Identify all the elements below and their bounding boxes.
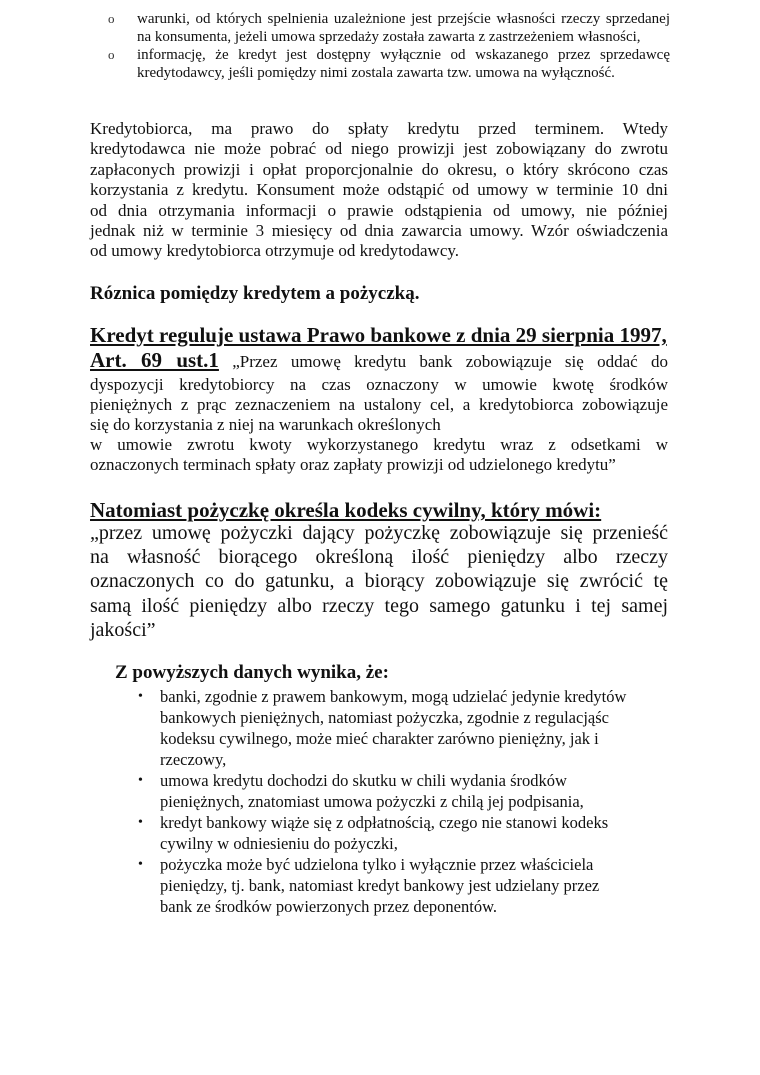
section-heading-civil-code: Natomiast pożyczkę określa kodeks cywilny, który mówi:	[90, 498, 602, 522]
sub-list-item	[108, 46, 670, 82]
text-line: kredyt bankowy wiąże się z odpłatnością, czego nie stanowi kodeks	[160, 813, 609, 832]
text-line: cywilny w odniesieniu do pożyczki,	[160, 834, 398, 853]
text-line: Kredytobiorca, ma prawo do spłaty kredytu przed terminem. Wtedy	[90, 119, 668, 138]
text-line: na konsumenta, jeżeli umowa sprzedaży została zawarta z zastrzeżeniem własności,	[137, 29, 641, 45]
list-item	[138, 686, 678, 770]
text-line: kodeksu cywilnego, może mieć charakter zarówno pieniężny, jak i	[160, 729, 599, 748]
text-line: od umowy kredytobiorca otrzymuje od kredytodawcy.	[90, 241, 460, 261]
text-line: warunki, od których spelnienia uzależnione jest przejście własności rzeczy sprzedanej	[137, 11, 670, 27]
text-line: jednak niż w terminie 3 miesięcy od dnia zawarcia umowy. Wzór oświadczenia	[90, 221, 668, 241]
text-line: w umowie zwrotu kwoty wykorzystanego kredytu wraz z odsetkami w	[90, 435, 668, 454]
list-item	[138, 770, 678, 812]
section-heading-conclusions: Z powyższych danych wynika, że:	[115, 662, 389, 683]
text-line: się do korzystania z niej na warunkach określonych	[90, 415, 441, 434]
bullet-dot-icon: •	[138, 857, 143, 872]
section-heading-difference: Róznica pomiędzy kredytem a pożyczką.	[90, 283, 420, 304]
civil-code-quote	[90, 521, 668, 642]
law-title: Kredyt reguluje ustawa Prawo bankowe z dnia 29 sierpnia 1997,	[90, 323, 667, 347]
text-line	[90, 348, 668, 375]
text-line: korzystania z kredytu. Konsument może odstąpić od umowy w terminie 10 dni	[90, 180, 668, 200]
text-line: banki, zgodnie z prawem bankowym, mogą udzielać jedynie kredytów	[160, 687, 627, 706]
text-line: pieniężnych z prąc zeznaczeniem na ustalony cel, a kredytobiorca zobowiązuje	[90, 395, 668, 414]
text-line: umowa kredytu dochodzi do skutku w chili wydania środków	[160, 771, 567, 790]
text-line: od dnia otrzymania informacji o prawie odstąpienia od umowy, nie później	[90, 200, 668, 220]
text-line: „przez umowę pożyczki dający pożyczkę zobowiązuje się przenieść	[90, 522, 668, 544]
text-line: pożyczka może być udzielona tylko i wyłącznie przez właściciela	[160, 855, 594, 874]
article-reference: Art. 69 ust.1	[90, 348, 219, 372]
conclusions-list	[138, 686, 678, 917]
list-item	[138, 854, 678, 917]
text-line: dyspozycji kredytobiorcy na czas oznaczony w umowie kwotę środków	[90, 375, 668, 394]
banking-law-block	[90, 322, 668, 475]
list-item	[138, 812, 678, 854]
text-line: kredytodawca nie może pobrać od niego prowizji jest zobowiązany do zwrotu	[90, 139, 668, 159]
bullet-dot-icon: •	[138, 689, 143, 704]
text-line: oznaczonych co do gatunku, a biorący zobowiązuje się zwrócić tę	[90, 570, 668, 593]
text-line: jakości”	[90, 618, 156, 641]
text-line: informację, że kredyt jest dostępny wyłącznie od wskazanego przez sprzedawcę	[137, 47, 670, 63]
text-line: rzeczowy,	[160, 750, 227, 769]
hollow-circle-bullet-icon: o	[108, 47, 115, 62]
text-line: bankowych pieniężnych, natomiast pożyczka, zgodnie z regulacjąśc	[160, 708, 609, 727]
text-line: bank ze środków powierzonych przez deponentów.	[160, 897, 498, 916]
text-line: zapłaconych prowizji i opłat proporcjonalnie do okresu, o który skrócono czas	[90, 159, 668, 179]
sub-list-item	[108, 10, 670, 46]
text-line: na własność biorącego określoną ilość pieniędzy albo rzeczy	[90, 546, 668, 569]
law-quote-start: „Przez umowę kredytu bank zobowiązuje się oddać do	[218, 352, 668, 371]
text-line: samą ilość pieniędzy albo rzeczy tego samego gatunku i tej samej	[90, 594, 668, 617]
text-line: kredytodawcy, jeśli pomiędzy nimi zostala zawarta tzw. umowa na wyłączność.	[137, 65, 615, 81]
paragraph-early-repayment	[90, 119, 668, 262]
text-line: pieniężnych, znatomiast umowa pożyczki z chilą jej podpisania,	[160, 792, 584, 811]
text-line: pieniędzy, tj. bank, natomiast kredyt bankowy jest udzielany przez	[160, 876, 600, 895]
bullet-dot-icon: •	[138, 773, 143, 788]
text-line: oznaczonych terminach spłaty oraz zapłaty prowizji od udzielonego kredytu”	[90, 455, 616, 474]
sub-list	[108, 10, 670, 82]
hollow-circle-bullet-icon: o	[108, 11, 115, 26]
bullet-dot-icon: •	[138, 815, 143, 830]
